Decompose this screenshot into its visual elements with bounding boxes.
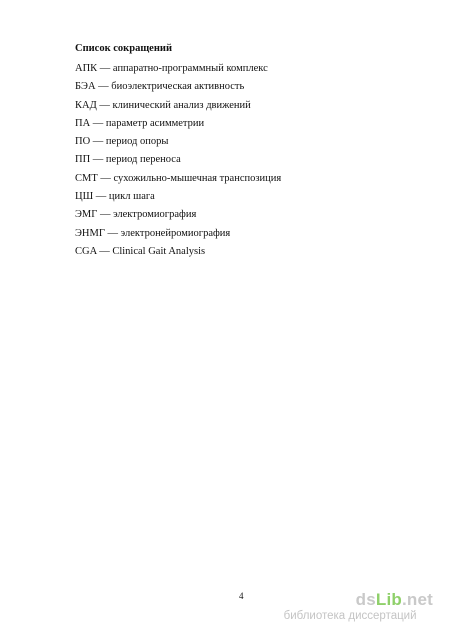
abbreviations-heading: Список сокращений [75, 43, 172, 54]
page-number: 4 [239, 591, 244, 601]
abbreviation-item: АПК — аппаратно-программный комплекс [75, 63, 268, 74]
abbreviation-item: ЦШ — цикл шага [75, 191, 155, 203]
abbreviation-item: ПП — период переноса [75, 154, 181, 166]
dslib-watermark [284, 591, 433, 623]
abbreviations-list [75, 63, 281, 264]
logo-ds-text: ds [355, 590, 376, 609]
dslib-logo [284, 591, 433, 609]
watermark-subtitle: библиотека диссертаций [283, 610, 417, 622]
abbreviation-item: ЭМГ — электромиография [75, 209, 197, 221]
abbreviation-item: СМТ — сухожильно-мышечная транспозиция [75, 172, 282, 184]
abbreviation-item: КАД — клинический анализ движений [75, 99, 251, 111]
abbreviation-item: CGA — Clinical Gait Analysis [75, 245, 206, 257]
logo-lib-text: Lib [375, 590, 402, 609]
abbreviation-item: ПА — параметр асимметрии [75, 117, 205, 129]
logo-net-text: .net [401, 590, 433, 609]
abbreviation-item: ПО — период опоры [75, 136, 169, 148]
abbreviation-item: ЭНМГ — электронейромиография [75, 227, 231, 239]
abbreviation-item: БЭА — биоэлектрическая активность [75, 81, 245, 93]
